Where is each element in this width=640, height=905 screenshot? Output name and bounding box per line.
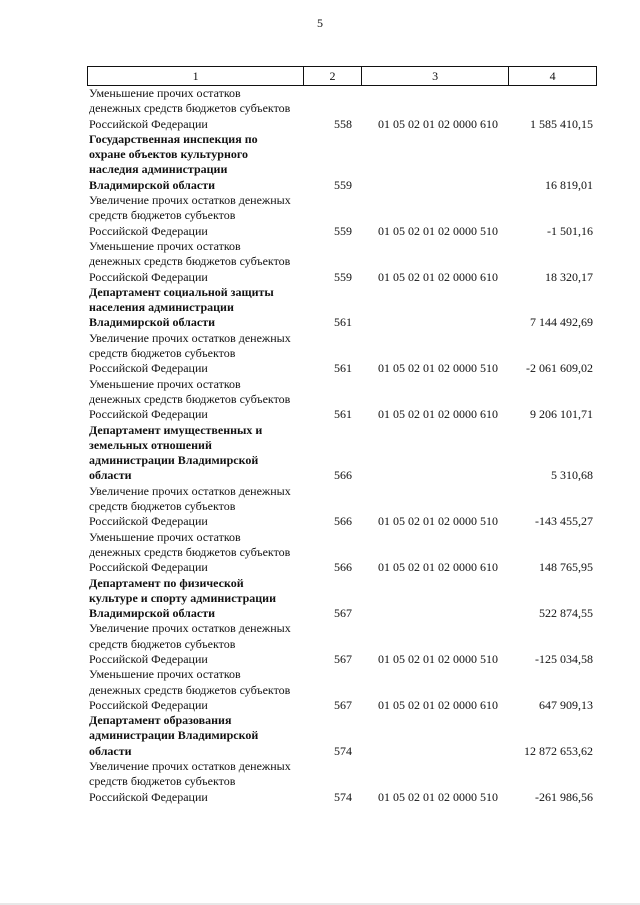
row-budget-code: 01 05 02 01 02 0000 510 [378,651,498,666]
row-name-line: денежных средств бюджетов субъектов [89,544,291,559]
row-name-line: Российской Федерации [89,651,208,666]
row-amount: -1 501,16 [547,223,593,238]
table-row [87,484,597,530]
row-name-line: земельных отношений [89,437,212,452]
row-name-line: охране объектов культурного [89,147,249,162]
row-budget-code: 01 05 02 01 02 0000 610 [378,269,498,284]
row-name-line: Российской Федерации [89,514,208,529]
row-code: 567 [334,697,352,712]
row-name-line: Департамент имущественных и [89,422,263,437]
row-name-line: Уменьшение прочих остатков [89,667,241,682]
row-name-line: денежных средств бюджетов субъектов [89,254,291,269]
row-name-line: Увеличение прочих остатков денежных [89,483,291,498]
row-name [87,759,304,805]
row-name-line: Российской Федерации [89,407,208,422]
row-name-line: администрации Владимирской [89,453,259,468]
row-name-line: Увеличение прочих остатков денежных [89,759,291,774]
row-name-line: Владимирской области [89,177,216,192]
row-code: 559 [334,223,352,238]
row-name [87,713,304,759]
table-row [87,621,597,667]
row-name-line: средств бюджетов субъектов [89,636,236,651]
row-name-line: Российской Федерации [89,789,208,804]
row-name-line: Уменьшение прочих остатков [89,529,241,544]
row-name-line: средств бюджетов субъектов [89,208,236,223]
row-amount: 5 310,68 [551,468,593,483]
row-name-line: Увеличение прочих остатков денежных [89,193,291,208]
row-name [87,377,304,423]
row-name [87,331,304,377]
row-code: 567 [334,651,352,666]
row-name-line: Владимирской области [89,606,216,621]
row-name [87,86,304,132]
row-name-line: Российской Федерации [89,560,208,575]
row-name-line: денежных средств бюджетов субъектов [89,101,291,116]
table-row [87,530,597,576]
table-row [87,239,597,285]
header-col-1: 1 [88,67,304,85]
row-code: 574 [334,743,352,758]
row-code: 559 [334,177,352,192]
header-col-2: 2 [304,67,362,85]
row-name-line: Российской Федерации [89,361,208,376]
row-name [87,621,304,667]
row-name-line: населения администрации [89,300,234,315]
row-name [87,667,304,713]
table-row [87,759,597,805]
row-name-line: Государственная инспекция по [89,131,258,146]
row-amount: 522 874,55 [539,606,593,621]
row-name-line: Департамент социальной защиты [89,284,274,299]
row-name-line: области [89,468,132,483]
row-amount: -261 986,56 [535,789,593,804]
row-name-line: Владимирской области [89,315,216,330]
organization-row [87,713,597,759]
row-name-line: средств бюджетов субъектов [89,346,236,361]
row-name-line: наследия администрации [89,162,228,177]
organization-row [87,132,597,193]
row-name-line: культуре и спорту администрации [89,590,276,605]
organization-row [87,576,597,622]
table-header [87,66,597,86]
row-name-line: денежных средств бюджетов субъектов [89,391,291,406]
row-amount: 16 819,01 [545,177,593,192]
row-name [87,423,304,484]
table-body [87,86,597,805]
row-code: 561 [334,407,352,422]
organization-row [87,423,597,484]
row-code: 566 [334,560,352,575]
table-row [87,667,597,713]
row-name [87,285,304,331]
row-name [87,132,304,193]
row-budget-code: 01 05 02 01 02 0000 610 [378,560,498,575]
table-row [87,377,597,423]
row-amount: 7 144 492,69 [530,315,593,330]
row-budget-code: 01 05 02 01 02 0000 610 [378,116,498,131]
row-name-line: Российской Федерации [89,223,208,238]
organization-row [87,285,597,331]
row-name-line: Российской Федерации [89,116,208,131]
row-budget-code: 01 05 02 01 02 0000 510 [378,514,498,529]
row-budget-code: 01 05 02 01 02 0000 610 [378,697,498,712]
row-amount: -2 061 609,02 [526,361,593,376]
row-name-line: Уменьшение прочих остатков [89,238,241,253]
table-row [87,193,597,239]
row-name-line: средств бюджетов субъектов [89,774,236,789]
row-name-line: области [89,743,132,758]
row-budget-code: 01 05 02 01 02 0000 610 [378,407,498,422]
row-name [87,576,304,622]
row-amount: 1 585 410,15 [530,116,593,131]
row-code: 558 [334,116,352,131]
row-name-line: Уменьшение прочих остатков [89,86,241,100]
header-col-4: 4 [549,68,556,83]
row-amount: 148 765,95 [539,560,593,575]
row-name-line: Департамент по физической [89,575,244,590]
row-name [87,239,304,285]
row-amount: 9 206 101,71 [530,407,593,422]
row-name [87,193,304,239]
row-name-line: администрации Владимирской [89,728,259,743]
row-name-line: Российской Федерации [89,697,208,712]
row-code: 566 [334,468,352,483]
table-row [87,86,597,132]
table-row [87,331,597,377]
row-budget-code: 01 05 02 01 02 0000 510 [378,789,498,804]
row-code: 561 [334,361,352,376]
row-amount: 12 872 653,62 [524,743,593,758]
row-name [87,530,304,576]
row-code: 559 [334,269,352,284]
row-name-line: Увеличение прочих остатков денежных [89,621,291,636]
row-amount: 18 320,17 [545,269,593,284]
row-name-line: Российской Федерации [89,269,208,284]
row-name [87,484,304,530]
row-name-line: Увеличение прочих остатков денежных [89,330,291,345]
row-budget-code: 01 05 02 01 02 0000 510 [378,361,498,376]
row-amount: -125 034,58 [535,651,593,666]
row-budget-code: 01 05 02 01 02 0000 510 [378,223,498,238]
row-amount: -143 455,27 [535,514,593,529]
row-code: 561 [334,315,352,330]
row-name-line: средств бюджетов субъектов [89,499,236,514]
page-number: 5 [317,16,323,30]
row-name-line: Департамент образования [89,713,232,728]
row-name-line: денежных средств бюджетов субъектов [89,682,291,697]
header-col-3: 3 [362,67,509,85]
row-code: 567 [334,606,352,621]
row-amount: 647 909,13 [539,697,593,712]
row-code: 566 [334,514,352,529]
row-code: 574 [334,789,352,804]
row-name-line: Уменьшение прочих остатков [89,376,241,391]
